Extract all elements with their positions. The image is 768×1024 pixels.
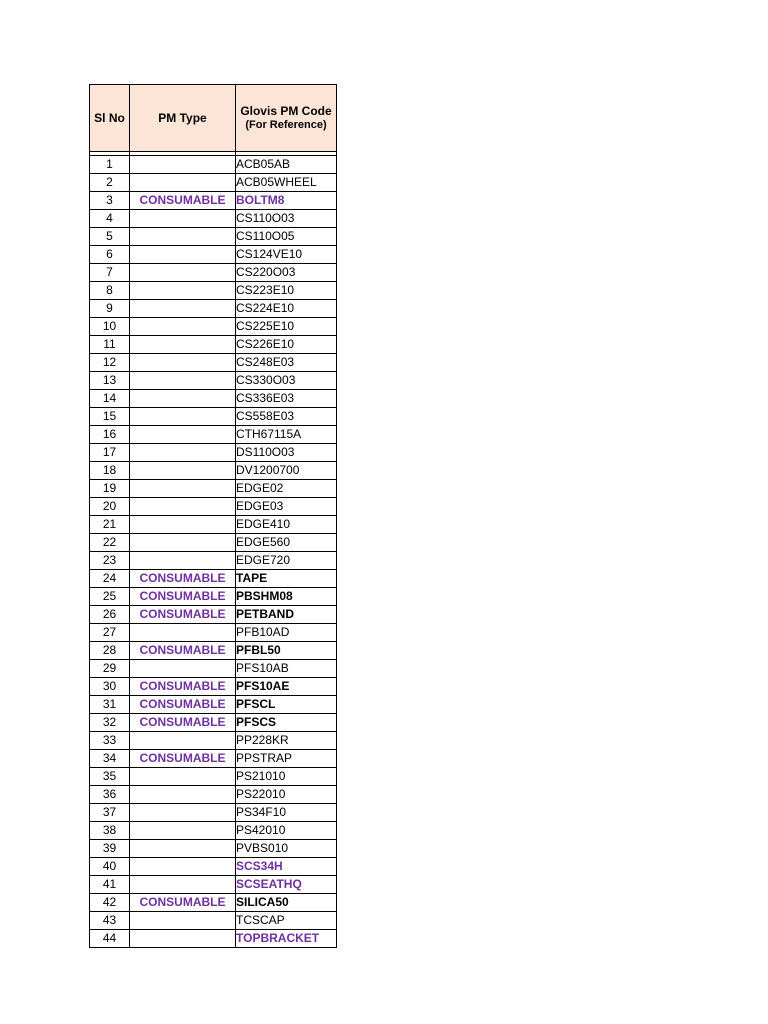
pm-code-table: [89, 84, 337, 948]
sl-no-cell: 3: [90, 192, 130, 210]
pm-code-cell: PFBL50: [236, 642, 337, 660]
sl-no-cell: 39: [90, 840, 130, 858]
sl-no-cell: 40: [90, 858, 130, 876]
pm-code-cell: PFS10AE: [236, 678, 337, 696]
pm-type-cell: [130, 858, 236, 876]
pm-type-cell: [130, 732, 236, 750]
pm-type-cell: [130, 318, 236, 336]
table-row: [90, 480, 337, 498]
sl-no-cell: 43: [90, 912, 130, 930]
pm-type-cell: [130, 912, 236, 930]
pm-type-cell: [130, 174, 236, 192]
pm-code-cell: DV1200700: [236, 462, 337, 480]
pm-code-cell: CS226E10: [236, 336, 337, 354]
pm-code-cell: TAPE: [236, 570, 337, 588]
pm-type-cell: [130, 876, 236, 894]
sl-no-cell: 20: [90, 498, 130, 516]
sl-no-cell: 13: [90, 372, 130, 390]
table-row: [90, 390, 337, 408]
pm-type-cell: CONSUMABLE: [130, 192, 236, 210]
table-row: [90, 282, 337, 300]
sl-no-cell: 10: [90, 318, 130, 336]
table-row: [90, 336, 337, 354]
pm-code-cell: DS110O03: [236, 444, 337, 462]
pm-type-cell: [130, 786, 236, 804]
sl-no-cell: 22: [90, 534, 130, 552]
sl-no-cell: 8: [90, 282, 130, 300]
table-row: [90, 930, 337, 948]
sl-no-cell: 7: [90, 264, 130, 282]
pm-code-cell: CS110O03: [236, 210, 337, 228]
sl-no-cell: 28: [90, 642, 130, 660]
pm-type-cell: [130, 534, 236, 552]
pm-code-cell: EDGE02: [236, 480, 337, 498]
table-row: [90, 750, 337, 768]
pm-type-cell: [130, 930, 236, 948]
pm-code-cell: PS22010: [236, 786, 337, 804]
pm-type-cell: CONSUMABLE: [130, 714, 236, 732]
pm-type-cell: [130, 804, 236, 822]
pm-code-cell: CS558E03: [236, 408, 337, 426]
pm-code-cell: CS110O05: [236, 228, 337, 246]
pm-code-cell: CS224E10: [236, 300, 337, 318]
table-row: [90, 912, 337, 930]
pm-code-cell: PFS10AB: [236, 660, 337, 678]
pm-code-cell: CS330O03: [236, 372, 337, 390]
table-row: [90, 840, 337, 858]
sl-no-cell: 36: [90, 786, 130, 804]
table-row: [90, 246, 337, 264]
pm-type-cell: CONSUMABLE: [130, 588, 236, 606]
sl-no-cell: 26: [90, 606, 130, 624]
table-row: [90, 426, 337, 444]
pm-code-cell: PP228KR: [236, 732, 337, 750]
table-body: [90, 152, 337, 948]
table-row: [90, 408, 337, 426]
table-row: [90, 300, 337, 318]
pm-type-cell: CONSUMABLE: [130, 678, 236, 696]
pm-code-cell: PFSCS: [236, 714, 337, 732]
sl-no-cell: 18: [90, 462, 130, 480]
pm-type-cell: [130, 264, 236, 282]
pm-code-cell: SCS34H: [236, 858, 337, 876]
sl-no-cell: 37: [90, 804, 130, 822]
pm-code-cell: ACB05AB: [236, 156, 337, 174]
table-row: [90, 570, 337, 588]
pm-code-cell: CS223E10: [236, 282, 337, 300]
pm-code-cell: CTH67115A: [236, 426, 337, 444]
table-row: [90, 462, 337, 480]
pm-type-cell: [130, 822, 236, 840]
pm-code-cell: PBSHM08: [236, 588, 337, 606]
table-row: [90, 732, 337, 750]
pm-type-cell: [130, 336, 236, 354]
table-row: [90, 642, 337, 660]
pm-code-cell: EDGE720: [236, 552, 337, 570]
table-row: [90, 210, 337, 228]
sl-no-cell: 35: [90, 768, 130, 786]
pm-code-cell: TCSCAP: [236, 912, 337, 930]
sl-no-cell: 27: [90, 624, 130, 642]
table-row: [90, 534, 337, 552]
header-row: [90, 85, 337, 152]
pm-type-cell: [130, 390, 236, 408]
sl-no-cell: 17: [90, 444, 130, 462]
table-row: [90, 822, 337, 840]
sl-no-cell: 4: [90, 210, 130, 228]
pm-code-cell: PS34F10: [236, 804, 337, 822]
header-pm-code: [236, 85, 337, 152]
sl-no-cell: 34: [90, 750, 130, 768]
table-row: [90, 894, 337, 912]
table-row: [90, 552, 337, 570]
sl-no-cell: 41: [90, 876, 130, 894]
header-sl-no-label: Sl No: [94, 111, 125, 125]
pm-type-cell: [130, 444, 236, 462]
sl-no-cell: 33: [90, 732, 130, 750]
table-row: [90, 174, 337, 192]
pm-type-cell: [130, 210, 236, 228]
table-row: [90, 876, 337, 894]
sl-no-cell: 38: [90, 822, 130, 840]
pm-code-cell: PFSCL: [236, 696, 337, 714]
pm-code-cell: PETBAND: [236, 606, 337, 624]
header-pm-code-label: Glovis PM Code: [240, 104, 332, 118]
sl-no-cell: 16: [90, 426, 130, 444]
pm-type-cell: CONSUMABLE: [130, 696, 236, 714]
header-pm-type-label: PM Type: [158, 111, 207, 125]
table-row: [90, 768, 337, 786]
pm-code-cell: CS225E10: [236, 318, 337, 336]
pm-type-cell: CONSUMABLE: [130, 750, 236, 768]
pm-type-cell: [130, 282, 236, 300]
pm-code-cell: PVBS010: [236, 840, 337, 858]
table-row: [90, 804, 337, 822]
table-row: [90, 372, 337, 390]
pm-code-cell: BOLTM8: [236, 192, 337, 210]
pm-code-cell: CS248E03: [236, 354, 337, 372]
table-row: [90, 354, 337, 372]
table-row: [90, 624, 337, 642]
pm-code-cell: CS124VE10: [236, 246, 337, 264]
pm-type-cell: [130, 246, 236, 264]
pm-type-cell: [130, 228, 236, 246]
pm-type-cell: CONSUMABLE: [130, 894, 236, 912]
pm-code-cell: TOPBRACKET: [236, 930, 337, 948]
header-sl-no: [90, 85, 130, 152]
sl-no-cell: 5: [90, 228, 130, 246]
table-row: [90, 606, 337, 624]
pm-type-cell: [130, 354, 236, 372]
header-pm-code-sublabel: (For Reference): [245, 119, 327, 131]
table-row: [90, 696, 337, 714]
pm-type-cell: CONSUMABLE: [130, 606, 236, 624]
pm-type-cell: [130, 372, 236, 390]
pm-type-cell: [130, 480, 236, 498]
sl-no-cell: 11: [90, 336, 130, 354]
pm-type-cell: [130, 660, 236, 678]
pm-type-cell: [130, 552, 236, 570]
table-row: [90, 228, 337, 246]
pm-type-cell: [130, 516, 236, 534]
header-pm-type: [130, 85, 236, 152]
sl-no-cell: 12: [90, 354, 130, 372]
sl-no-cell: 21: [90, 516, 130, 534]
pm-type-cell: [130, 498, 236, 516]
table-row: [90, 192, 337, 210]
sl-no-cell: 1: [90, 156, 130, 174]
table-row: [90, 660, 337, 678]
table-row: [90, 318, 337, 336]
sl-no-cell: 42: [90, 894, 130, 912]
sl-no-cell: 24: [90, 570, 130, 588]
table-row: [90, 156, 337, 174]
pm-code-cell: EDGE03: [236, 498, 337, 516]
table-row: [90, 444, 337, 462]
table-row: [90, 264, 337, 282]
sl-no-cell: 6: [90, 246, 130, 264]
sl-no-cell: 15: [90, 408, 130, 426]
sl-no-cell: 44: [90, 930, 130, 948]
pm-code-cell: PPSTRAP: [236, 750, 337, 768]
pm-type-cell: [130, 300, 236, 318]
pm-code-cell: EDGE410: [236, 516, 337, 534]
pm-code-cell: EDGE560: [236, 534, 337, 552]
table-row: [90, 714, 337, 732]
sl-no-cell: 2: [90, 174, 130, 192]
table-row: [90, 786, 337, 804]
sl-no-cell: 31: [90, 696, 130, 714]
table-header: [90, 85, 337, 152]
table-row: [90, 516, 337, 534]
pm-code-cell: CS220O03: [236, 264, 337, 282]
sl-no-cell: 32: [90, 714, 130, 732]
sl-no-cell: 30: [90, 678, 130, 696]
table-row: [90, 498, 337, 516]
pm-code-cell: PFB10AD: [236, 624, 337, 642]
sl-no-cell: 29: [90, 660, 130, 678]
sl-no-cell: 19: [90, 480, 130, 498]
pm-type-cell: [130, 624, 236, 642]
pm-code-cell: CS336E03: [236, 390, 337, 408]
pm-type-cell: CONSUMABLE: [130, 642, 236, 660]
pm-type-cell: CONSUMABLE: [130, 570, 236, 588]
sl-no-cell: 14: [90, 390, 130, 408]
pm-type-cell: [130, 840, 236, 858]
pm-code-cell: SCSEATHQ: [236, 876, 337, 894]
pm-type-cell: [130, 768, 236, 786]
pm-type-cell: [130, 462, 236, 480]
pm-code-cell: PS42010: [236, 822, 337, 840]
table-row: [90, 588, 337, 606]
sl-no-cell: 23: [90, 552, 130, 570]
table-row: [90, 678, 337, 696]
pm-type-cell: [130, 426, 236, 444]
sl-no-cell: 9: [90, 300, 130, 318]
sl-no-cell: 25: [90, 588, 130, 606]
pm-code-cell: SILICA50: [236, 894, 337, 912]
pm-code-cell: ACB05WHEEL: [236, 174, 337, 192]
table-row: [90, 858, 337, 876]
pm-code-cell: PS21010: [236, 768, 337, 786]
pm-type-cell: [130, 156, 236, 174]
pm-type-cell: [130, 408, 236, 426]
